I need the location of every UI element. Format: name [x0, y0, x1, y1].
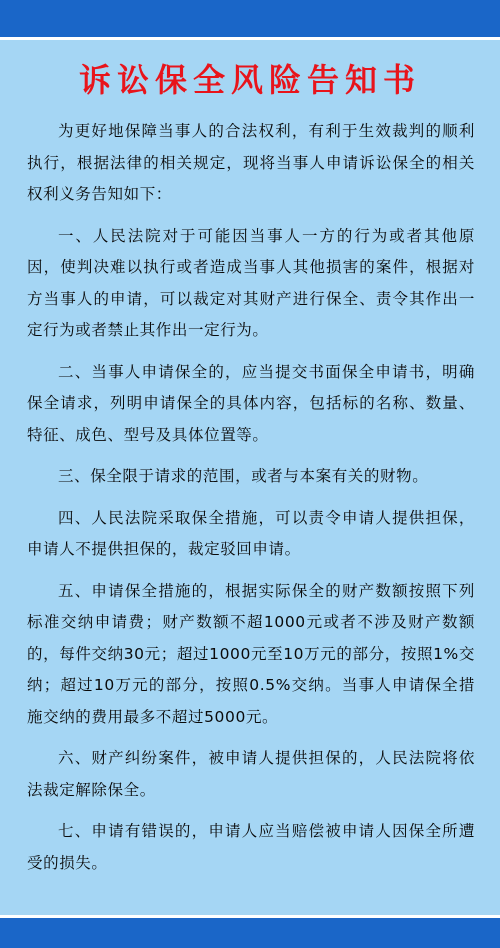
notice-title: 诉讼保全风险告知书	[78, 61, 421, 99]
clause-6-paragraph: 六、财产纠纷案件，被申请人提供担保的，人民法院将依法裁定解除保全。	[27, 749, 475, 799]
bottom-border-band	[0, 918, 500, 948]
notice-body	[27, 116, 475, 889]
clause-3-paragraph: 三、保全限于请求的范围，或者与本案有关的财物。	[58, 467, 429, 485]
clause-2-paragraph: 二、当事人申请保全的，应当提交书面保全申请书，明确保全请求，列明申请保全的具体内容，包括标的名称、数量、特征、成色、型号及具体位置等。	[27, 362, 475, 444]
clause-1-paragraph: 一、人民法院对于可能因当事人一方的行为或者其他原因，使判决难以执行或者造成当事人其他损害的案件，根据对方当事人的申请，可以裁定对其财产进行保全、责令其作出一定行为或者禁止其作出一定行为。	[27, 226, 475, 339]
intro-paragraph: 为更好地保障当事人的合法权利，有利于生效裁判的顺利执行，根据法律的相关规定，现将当事人申请诉讼保全的相关权利义务告知如下：	[27, 122, 475, 203]
top-divider-line	[0, 37, 500, 40]
clause-5-paragraph: 五、申请保全措施的，根据实际保全的财产数额按照下列标准交纳申请费；财产数额不超1000元或者不涉及财产数额的，每件交纳30元；超过1000元至10万元的部分，按照1%交纳；超过10万元的部分，按照0.5%交纳。当事人申请保全措施交纳的费用最多不超过5000元。	[27, 581, 475, 726]
clause-7-paragraph: 七、申请有错误的，申请人应当赔偿被申请人因保全所遭受的损失。	[27, 822, 475, 872]
clause-4-paragraph: 四、人民法院采取保全措施，可以责令申请人提供担保，申请人不提供担保的，裁定驳回申请。	[27, 508, 475, 558]
top-border-band	[0, 0, 500, 37]
